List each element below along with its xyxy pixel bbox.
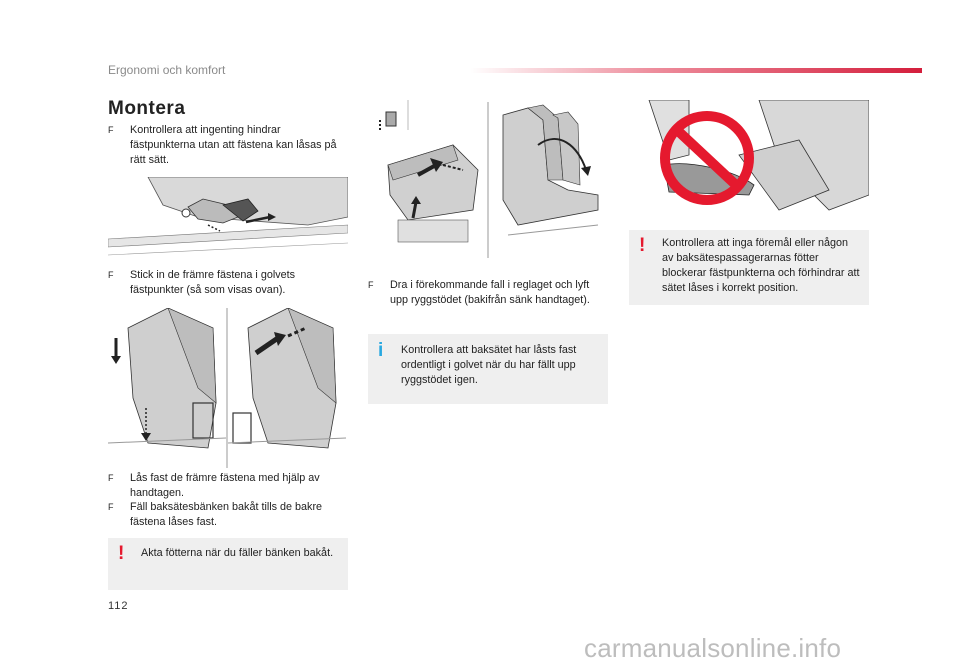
bullet-icon: F — [108, 270, 114, 280]
bullet-icon: F — [108, 502, 114, 512]
bullet-icon: F — [368, 280, 374, 290]
page-title: Montera — [108, 98, 186, 119]
warning-text: Akta fötterna när du fäller bänken bakåt. — [141, 547, 334, 559]
step-4-text: Fäll baksätesbänken bakåt tills de bakre fästena låses fast. — [130, 501, 323, 528]
warning-box-anchors — [629, 230, 869, 305]
header-rule — [470, 68, 922, 73]
step-2 — [108, 268, 348, 298]
backrest-lift-illustration — [368, 100, 608, 260]
warning-icon: ! — [118, 543, 125, 564]
section-title: Ergonomi och komfort — [108, 63, 226, 77]
page-number: 112 — [108, 600, 129, 612]
step-4 — [108, 500, 348, 530]
floor-anchor-illustration — [108, 177, 348, 262]
step-2-text: Stick in de främre fästena i golvets fästpunkter (så som visas ovan). — [130, 269, 296, 296]
step-1-text: Kontrollera att ingenting hindrar fästpunkterna utan att fästena kan låsas på rätt sätt. — [130, 124, 337, 166]
bullet-icon: F — [108, 473, 114, 483]
warning-icon: ! — [639, 235, 646, 256]
info-text: Kontrollera att baksätet har låsts fast ordentligt i golvet när du har fällt upp ryggstödet igen. — [401, 344, 577, 386]
no-feet-illustration — [629, 100, 869, 230]
info-box-locked — [368, 334, 608, 404]
bench-fold-illustration — [108, 308, 348, 468]
warning-text: Kontrollera att inga föremål eller någon av baksätespassagerarnas fötter blockerar fästpunkterna och förhindrar att sätet låses i korrekt position. — [662, 237, 860, 294]
watermark: carmanualsonline.info — [584, 633, 842, 663]
step-5 — [368, 278, 608, 308]
warning-box-feet — [108, 538, 348, 590]
info-icon: i — [378, 340, 384, 361]
step-5-text: Dra i förekommande fall i reglaget och lyft upp ryggstödet (bakifrån sänk handtaget). — [390, 279, 590, 306]
step-3 — [108, 471, 348, 501]
bullet-icon: F — [108, 125, 114, 135]
step-1 — [108, 123, 348, 168]
step-3-text: Lås fast de främre fästena med hjälp av handtagen. — [130, 472, 320, 499]
